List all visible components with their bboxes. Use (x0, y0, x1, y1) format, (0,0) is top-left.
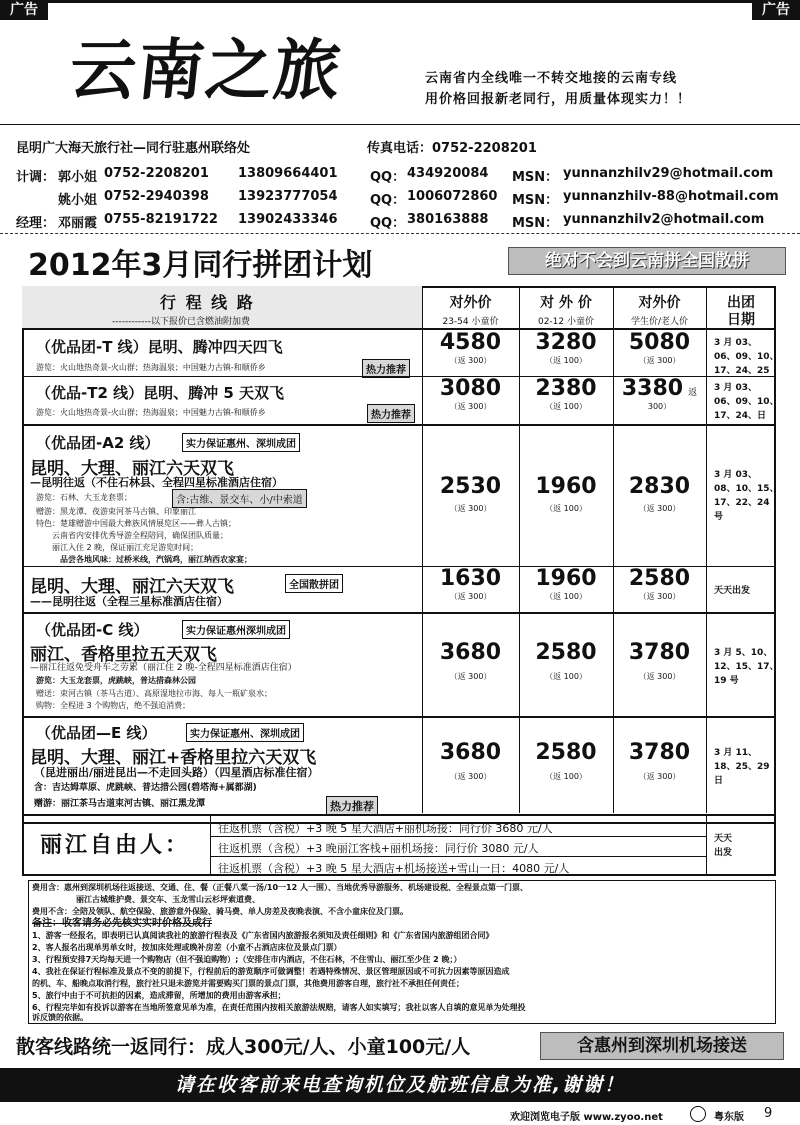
route-3-date-4: 号 (714, 512, 724, 522)
contact-mobile-2: 13923777054 (238, 189, 338, 204)
plan-badge: 绝对不会到云南拼全国散拼 (508, 247, 786, 275)
route-2-price-child: 2380 (535, 376, 597, 401)
footer-website[interactable]: 欢迎浏览电子版 www.zyoo.net (510, 1112, 663, 1123)
route-1-return-adult: （返 300） (449, 356, 492, 365)
route-2-return-child: （返 100） (545, 402, 587, 411)
route-3-line-1: 游览：石林、大玉龙套票； (36, 493, 132, 502)
route-5-price-adult: 3680 (439, 640, 502, 665)
note-1: 费用含：惠州到深圳机场往返接送、交通、住、餐（正餐八菜一汤/10一12 人一围）、当地优秀导游服务、机场建设税、全程景点第一门票、 (32, 883, 528, 892)
route-1-date-1: 3 月 03、 (714, 338, 758, 348)
route-2-tag: 热力推荐 (367, 404, 415, 423)
free-travel-item-1: 往返机票（含税）+3 晚 5 星大酒店+丽机场接：同行价 3680 元/人 (218, 822, 553, 835)
route-2-price-student: 3380 (621, 376, 684, 401)
route-5-line-3: 购物：全程进 3 个购物店，绝不强迫消费； (36, 701, 191, 710)
route-3-title2: 昆明、大理、丽江六天双飞 (30, 459, 234, 479)
route-3-price-adult: 2530 (439, 474, 502, 499)
route-1-date-2: 06、09、10、 (714, 352, 779, 362)
route-2-date-2: 06、09、10、 (714, 397, 779, 407)
contact-msn-3[interactable]: yunnanzhilv2@hotmail.com (563, 212, 765, 227)
contact-msn-2[interactable]: yunnanzhilv-88@hotmail.com (563, 189, 779, 204)
route-6-title: （优品团—E 线） (36, 724, 157, 742)
route-2-return-adult: （返 300） (449, 402, 492, 411)
route-1-title: （优品团-T 线）昆明、腾冲四天四飞 (36, 338, 283, 356)
header-route-note: ------------以下报价已含燃油附加费 (112, 317, 250, 327)
row-rule-4 (22, 612, 776, 614)
free-travel-item-3: 往返机票（含税）+3 晚 5 星大酒店+机场接送+雪山一日：4080 元/人 (218, 862, 570, 875)
route-6-title2: 昆明、大理、丽江+香格里拉六天双飞 (30, 748, 317, 768)
contact-msn-label-3: MSN： (512, 216, 559, 231)
route-5-return-student: （返 300） (638, 672, 681, 681)
free-travel-col-line-2 (706, 815, 707, 876)
contact-name-1: 郭小姐 (58, 170, 98, 185)
free-travel-col-line (210, 815, 211, 876)
route-3-date-3: 17、22、24 (714, 498, 770, 508)
note-8: 4、我社在保证行程标准及景点不变的前提下，行程前后的游览顺序可做调整！若遇特殊情况、景区管理原因或不可抗力因素等原因造成 (32, 967, 510, 976)
brand-title: 云南之旅 (65, 31, 347, 109)
contact-tel-3: 0755-82191722 (104, 212, 218, 227)
route-4-title: 昆明、大理、丽江六天双飞 (30, 577, 234, 597)
route-3-tag: 实力保证惠州、深圳成团 (182, 433, 300, 452)
note-7: 3、行程预安排7天均每天进一个购物店（但不强迫购物）;（安排住市内酒店，不住石林，不住雪山、丽江至少住 2 晚；） (32, 955, 462, 964)
contact-tel-2: 0752-2940398 (104, 189, 209, 204)
route-3-price-child: 1960 (535, 474, 597, 499)
route-5-line-1: 游览：大玉龙套票，虎跳峡，普达措森林公园 (36, 676, 196, 685)
contact-tel-1: 0752-2208201 (104, 166, 209, 181)
route-6-return-child: （返 100） (545, 772, 587, 781)
route-1-return-child: （返 100） (545, 356, 587, 365)
route-6-price-child: 2580 (535, 740, 597, 765)
route-3-return-student: （返 300） (638, 504, 681, 513)
route-2-date-3: 17、24、日 (714, 411, 767, 421)
note-2: 丽江古城维护费、景交车、玉龙雪山云杉坪索道费、 (76, 895, 260, 904)
route-5-return-child: （返 100） (545, 672, 587, 681)
row-rule-2 (22, 424, 776, 426)
route-4-date: 天天出发 (714, 586, 751, 596)
route-6-price-student: 3780 (628, 740, 691, 765)
contact-msn-label-1: MSN： (512, 170, 559, 185)
header-route: 行 程 线 路 (160, 293, 255, 312)
route-3-sub: —昆明往返（不住石林县、全程四星标准酒店住宿） (30, 476, 283, 489)
top-border (0, 0, 800, 3)
route-3-line-2: 赠游：黑龙潭、夜游束河茶马古镇、印象丽江 (36, 507, 196, 516)
contact-msn-label-2: MSN： (512, 193, 559, 208)
contact-name-2: 姚小姐 (58, 193, 98, 208)
route-5-title2: 丽江、香格里拉五天双飞 (30, 645, 217, 665)
route-5-return-adult: （返 300） (449, 672, 492, 681)
slogan-line-1: 云南省内全线唯一不转交地接的云南专线 (425, 71, 678, 86)
header-col4: 出团 (727, 295, 755, 311)
contact-mobile-1: 13809664401 (238, 166, 338, 181)
route-4-price-adult: 1630 (439, 566, 502, 591)
route-4-price-student: 2580 (628, 566, 691, 591)
contact-qq-label-2: QQ： (370, 193, 406, 208)
page-number: 9 (764, 1106, 773, 1121)
note-5: 1、游客一经报名，即表明已认真阅读我社的旅游行程表及《广东省国内旅游报名须知及责任细则》和《广东省国内旅游组团合同》 (32, 931, 494, 940)
header-divider (0, 124, 800, 125)
bottom-badge: 含惠州到深圳机场接送 (540, 1032, 784, 1060)
route-4-tag: 全国散拼团 (285, 574, 343, 593)
route-6-date-3: 日 (714, 776, 724, 786)
route-5-date-2: 12、15、17、 (714, 662, 779, 672)
row-rule-5 (22, 716, 776, 718)
route-2-price-student-note: 返 (688, 388, 698, 398)
footer-edition: 粤东版 (714, 1112, 744, 1123)
route-5-title: （优品团-C 线） (36, 621, 149, 639)
route-4-return-child: （返 100） (545, 592, 587, 601)
header-col4b: 日期 (727, 312, 755, 328)
route-6-tag2: 热力推荐 (326, 796, 378, 816)
header-col1-sub: 23-54 小童价 (442, 317, 499, 327)
header-col3: 对外价 (638, 295, 681, 311)
route-1-price-student: 5080 (628, 330, 691, 355)
route-3-tag2: 含:古维、景交车、小/中索道 (172, 489, 307, 508)
route-3-date-1: 3 月 03、 (714, 470, 758, 480)
contact-msn-1[interactable]: yunnanzhilv29@hotmail.com (563, 166, 774, 181)
route-3-line-6: 品尝各地风味：过桥米线，汽锅鸡，丽江纳西农家宴； (60, 555, 252, 564)
route-4-return-student: （返 300） (638, 592, 681, 601)
route-5-date-3: 19 号 (714, 676, 739, 686)
free-travel-rule-2 (210, 856, 706, 857)
route-5-tag: 实力保证惠州深圳成团 (182, 620, 290, 639)
free-travel-rule-1 (210, 836, 706, 837)
agency-name: 昆明广大海天旅行社—同行驻惠州联络处 (16, 141, 251, 156)
note-12: 诉反馈的依据。 (32, 1013, 88, 1022)
route-4-return-adult: （返 300） (449, 592, 492, 601)
route-4-sub: ——昆明往返（全程三星标准酒店住宿） (30, 595, 228, 608)
col-line-4 (706, 286, 707, 813)
route-1-tag: 热力推荐 (362, 359, 410, 378)
bottom-banner: 散客线路统一返同行：成人300元/人、小童100元/人 (16, 1036, 471, 1058)
route-2-title: （优品-T2 线）昆明、腾冲 5 天双飞 (36, 384, 284, 402)
slogan-line-2: 用价格回报新老同行，用质量体现实力！！ (425, 92, 692, 107)
note-11: 6、行程完毕如有投诉以游客在当地所签意见单为准，在责任范围内按相关旅游法规赔，请客人如实填写；我社以客人自填的意见单为处理投 (32, 1003, 526, 1012)
route-2-price-adult: 3080 (439, 376, 502, 401)
route-6-date-2: 18、25、29 (714, 762, 770, 772)
route-2-return-student: 300） (647, 402, 672, 411)
route-2-desc: 游览：火山地热奇景-火山群；热海温泉；中国魅力古镇-和顺侨乡 (36, 408, 266, 417)
route-6-sub: （昆进丽出/丽进昆出—不走回头路）（四星酒店标准住宿） (34, 766, 319, 779)
route-6-price-adult: 3680 (439, 740, 502, 765)
contact-qq-1: 434920084 (407, 166, 489, 181)
route-5-price-student: 3780 (628, 640, 691, 665)
route-3-line-4: 云南省内安排优秀导游全程陪同，确保团队质量； (52, 531, 228, 540)
route-1-desc: 游览：火山地热奇景-火山群；热海温泉；中国魅力古镇-和顺侨乡 (36, 363, 266, 372)
contact-role-1: 计调： (16, 170, 56, 185)
note-3: 费用不含：全陪及领队、航空保险、旅游意外保险、骑马费、单人房差及夜晚表演、不含小童床位及门票。 (32, 907, 408, 916)
route-6-line-1: 含：吉达姆草原、虎跳峡、普达措公园(碧塔海+属都湖) (34, 783, 257, 793)
contact-qq-2: 1006072860 (407, 189, 498, 204)
contact-qq-label-3: QQ： (370, 216, 406, 231)
route-3-line-3: 特色：楚雄赠游中国最大彝族风情展览区——彝人古镇； (36, 519, 236, 528)
route-2-date-1: 3 月 03、 (714, 383, 758, 393)
route-3-date-2: 08、10、15、 (714, 484, 779, 494)
header-col2-sub: 02-12 小童价 (537, 317, 594, 327)
header-col1: 对外价 (449, 295, 492, 311)
free-travel-label: 丽江自由人： (40, 833, 191, 858)
route-5-price-child: 2580 (535, 640, 597, 665)
contact-mobile-3: 13902433346 (238, 212, 338, 227)
header-col3-sub: 学生价/老人价 (630, 317, 689, 327)
free-travel-date-2: 出发 (714, 848, 733, 858)
route-6-return-adult: （返 300） (449, 772, 492, 781)
contact-role-3: 经理： (16, 216, 56, 231)
footer-bar: 请在收客前来电查询机位及航班信息为准,谢谢！ (0, 1068, 800, 1102)
free-travel-date-1: 天天 (714, 834, 733, 844)
route-3-return-child: （返 100） (545, 504, 587, 513)
contact-name-3: 邓丽霞 (58, 216, 98, 231)
route-1-date-3: 17、24、25 (714, 366, 770, 376)
header-col2: 对 外 价 (540, 295, 592, 311)
route-1-price-child: 3280 (535, 330, 597, 355)
route-3-return-adult: （返 300） (449, 504, 492, 513)
route-3-line-5: 丽江入住 2 晚，保证丽江充足游览时间； (52, 543, 199, 552)
agency-fax: 传真电话：0752-2208201 (367, 141, 537, 156)
route-3-title: （优品团-A2 线） (36, 434, 160, 452)
route-6-tag: 实力保证惠州、深圳成团 (186, 723, 304, 742)
contact-qq-label-1: QQ： (370, 170, 406, 185)
note-10: 5、旅行中由于不可抗拒的因素，造成滞留，所增加的费用由游客承担； (32, 991, 286, 1000)
ad-label-left: 广告 (0, 0, 48, 20)
route-6-line-2: 赠游：丽江茶马古道束河古镇、丽江黑龙潭 (34, 799, 206, 809)
plan-title: 2012年3月同行拼团计划 (28, 248, 373, 283)
contact-qq-3: 380163888 (407, 212, 489, 227)
route-3-price-student: 2830 (628, 474, 691, 499)
free-travel-item-2: 往返机票（含税）+3 晚丽江客栈+丽机场接：同行价 3080 元/人 (218, 842, 539, 855)
route-5-date-1: 3 月 5、10、 (714, 648, 773, 658)
contact-divider (0, 233, 800, 234)
route-1-price-adult: 4580 (439, 330, 502, 355)
note-6: 2、客人报名出现单男单女时，按加床处理或晚补房差（小童不占酒店床位及景点门票） (32, 943, 342, 952)
ad-label-right: 广告 (752, 0, 800, 20)
note-4: 备注：收客请务必先核实实时价格及成行 (32, 918, 212, 929)
route-6-return-student: （返 300） (638, 772, 681, 781)
route-6-date-1: 3 月 11、 (714, 748, 758, 758)
route-1-return-student: （返 300） (638, 356, 681, 365)
route-5-sub: —丽江往返免受舟车之劳累（丽江住 2 晚-全程四星标准酒店住宿） (30, 663, 297, 673)
route-4-price-child: 1960 (535, 566, 597, 591)
note-9: 的机、车、船晚点取消行程，旅行社只退未游览并需要购买门票的景点门票，其他费用游客自理，旅行社不承担任何责任； (32, 979, 464, 988)
route-5-line-2: 赠送：束河古镇（茶马古道）、高原湿地拉市海、每人一瓶矿泉水； (36, 689, 272, 698)
logo-circle-icon (690, 1106, 706, 1122)
